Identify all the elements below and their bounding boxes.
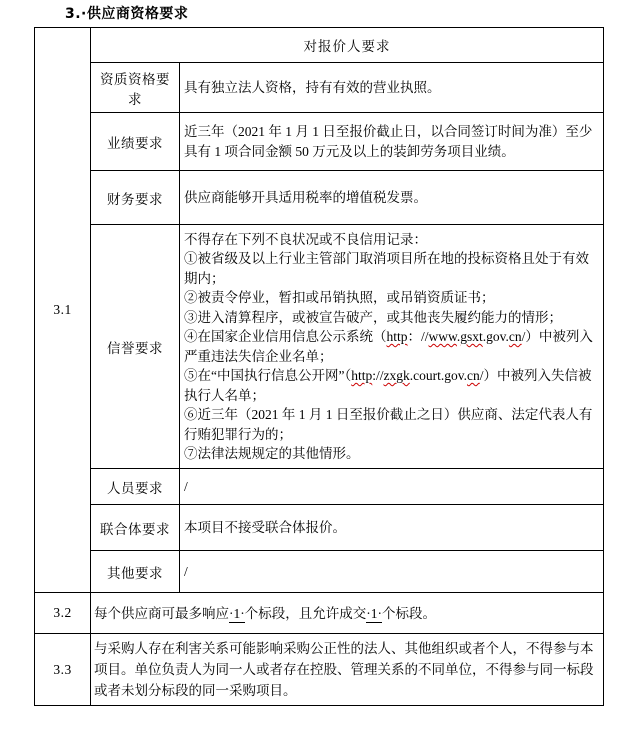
requirement-row-consortium xyxy=(35,505,604,551)
consortium-requirement-content: 本项目不接受联合体报价。 xyxy=(180,505,604,551)
personnel-requirement-content: / xyxy=(180,469,604,505)
segment-text: 个标段，且允许成交 xyxy=(244,605,367,621)
reputation-line: ⑤在“中国执行信息公开网”（http://zxgk.court.gov.cn/）中被列入失信被执行人名单； xyxy=(184,368,592,403)
personnel-requirement-label: 人员要求 xyxy=(91,469,180,505)
requirement-row-financial xyxy=(35,171,604,225)
requirements-table xyxy=(34,27,604,706)
reputation-requirement-content xyxy=(180,225,604,469)
spellcheck-flagged-text: www xyxy=(428,329,457,344)
bidder-requirements-header: 对报价人要求 xyxy=(91,28,604,63)
requirement-row-performance xyxy=(35,113,604,171)
spellcheck-flagged-text: cn xyxy=(508,329,522,344)
segment-text: 个标段。 xyxy=(382,605,436,621)
qualification-requirement-content: 具有独立法人资格，持有有效的营业执照。 xyxy=(180,63,604,113)
underlined-lot-count: ·1· xyxy=(229,605,245,621)
section-3-2-content xyxy=(91,593,604,634)
section-3-2-row xyxy=(35,593,604,634)
consortium-requirement-label: 联合体要求 xyxy=(91,505,180,551)
spellcheck-flagged-text: http xyxy=(386,329,408,344)
performance-requirement-label: 业绩要求 xyxy=(91,113,180,171)
page-title: 3.·供应商资格要求 xyxy=(65,6,189,22)
spellcheck-flagged-text: cn xyxy=(467,368,480,383)
reputation-line: ②被责令停业，暂扣或吊销执照，或吊销资质证书； xyxy=(184,290,495,305)
table-header-row xyxy=(35,28,604,63)
other-requirement-label: 其他要求 xyxy=(91,551,180,593)
spellcheck-flagged-text: http xyxy=(351,368,373,383)
spellcheck-flagged-text: gsxt xyxy=(460,329,483,344)
spellcheck-flagged-text: zxgk xyxy=(383,368,410,383)
reputation-requirement-label: 信誉要求 xyxy=(91,225,180,469)
other-requirement-content: / xyxy=(180,551,604,593)
section-3-1-number: 3.1 xyxy=(35,28,91,593)
segment-text: 每个供应商可最多响应 xyxy=(94,605,229,621)
qualification-requirement-label: 资质资格要求 xyxy=(91,63,180,113)
reputation-line: 不得存在下列不良状况或不良信用记录： xyxy=(184,231,427,247)
requirement-row-personnel xyxy=(35,469,604,505)
section-3-3-row xyxy=(35,634,604,706)
financial-requirement-content: 供应商能够开具适用税率的增值税发票。 xyxy=(180,171,604,225)
reputation-line: ⑥近三年（2021 年 1 月 1 日至报价截止之日）供应商、法定代表人有行贿犯罪行为的； xyxy=(184,407,593,442)
reputation-line: ①被省级及以上行业主管部门取消项目所在地的投标资格且处于有效期内； xyxy=(184,251,589,286)
section-3-3-number: 3.3 xyxy=(35,634,91,706)
reputation-line: ③进入清算程序，或被宣告破产，或其他丧失履约能力的情形； xyxy=(184,309,562,325)
requirement-row-other xyxy=(35,551,604,593)
requirement-row-qualification xyxy=(35,63,604,113)
section-3-3-content: 与采购人存在利害关系可能影响采购公正性的法人、其他组织或者个人，不得参与本项目。单位负责人为同一人或者存在控股、管理关系的不同单位，不得参与同一标段或者未划分标段的同一采购项目。 xyxy=(91,634,604,706)
section-3-2-number: 3.2 xyxy=(35,593,91,634)
reputation-line: ④在国家企业信用信息公示系统（http：//www.gsxt.gov.cn/）中被列入严重违法失信企业名单； xyxy=(184,329,593,364)
requirement-row-reputation xyxy=(35,225,604,469)
underlined-lot-count: ·1· xyxy=(366,605,382,621)
reputation-line: ⑦法律法规规定的其他情形。 xyxy=(184,446,360,461)
financial-requirement-label: 财务要求 xyxy=(91,171,180,225)
performance-requirement-content: 近三年（2021 年 1 月 1 日至报价截止日，以合同签订时间为准）至少具有 1 项合同金额 50 万元及以上的装卸劳务项目业绩。 xyxy=(180,113,604,171)
